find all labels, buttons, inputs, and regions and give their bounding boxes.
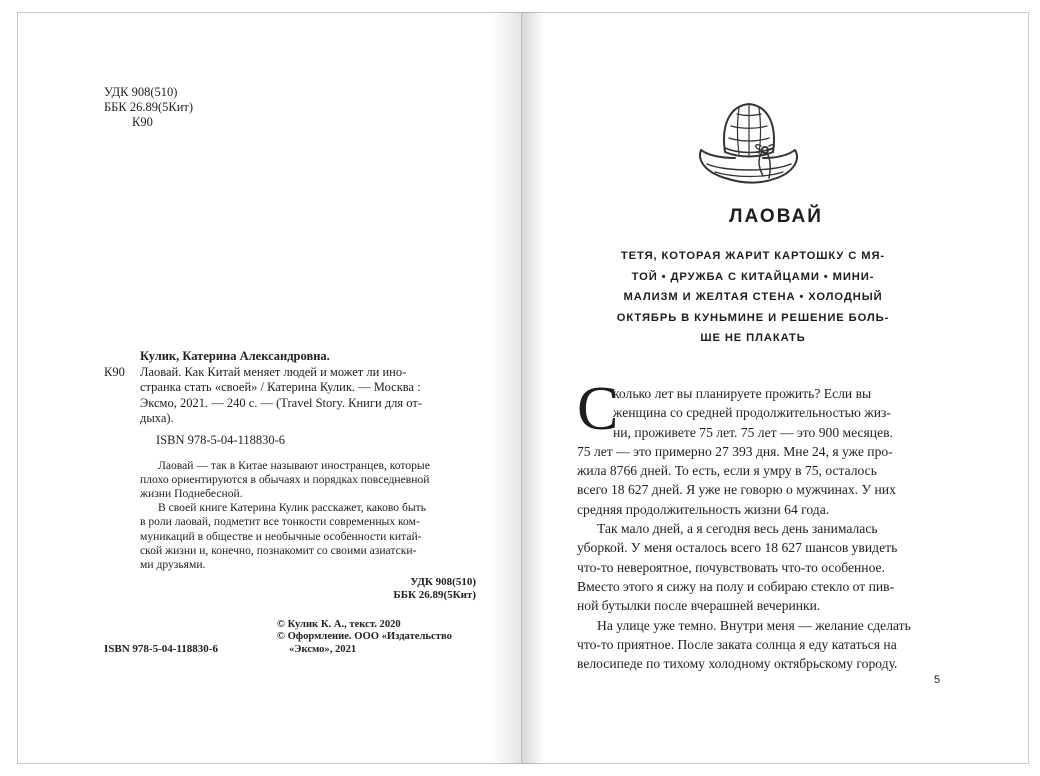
annotation — [104, 459, 476, 573]
body-line: что-то невероятное, почувствовать что-то особенное. — [577, 559, 885, 575]
bbk-code-bottom: ББК 26.89(5Кит) — [393, 588, 476, 601]
entry-line: Эксмо, 2021. — 240 с. — (Travel Story. Книги для от- — [140, 395, 422, 410]
entry-line: Лаовай. Как Китай меняет людей и может ли ино- — [140, 364, 407, 379]
body-line: Так мало дней, а я сегодня весь день занималась — [597, 521, 878, 537]
body-line: 75 лет — это примерно 27 393 дня. Мне 24, я уже про- — [577, 443, 893, 459]
copyright-notice — [277, 619, 452, 656]
annotation-line: В своей книге Катерина Кулик расскажет, каково быть — [158, 501, 427, 515]
body-line: ни, проживете 75 лет. 75 лет — это 900 месяцев. — [613, 424, 893, 440]
body-line: велосипеде по тихому холодному октябрьскому городу. — [577, 656, 898, 672]
isbn-footer: ISBN 978-5-04-118830-6 — [104, 643, 218, 655]
body-line: жила 8766 дней. То есть, если я умру в 75, осталось — [577, 463, 877, 479]
annotation-line: муникаций в обществе и необычные особенности китай- — [140, 529, 422, 543]
body-line: На улице уже темно. Внутри меня — желание сделать — [597, 617, 911, 633]
body-line: уборкой. У меня осталось всего 18 627 шансов увидеть — [577, 540, 898, 556]
gutter-shadow-right — [522, 12, 544, 764]
chapter-subtitle — [612, 246, 894, 349]
annotation-line: Лаовай — так в Китае называют иностранцев, которые — [158, 458, 430, 472]
subtitle-line: МАЛИЗМ И ЖЕЛТАЯ СТЕНА • ХОЛОДНЫЙ — [623, 291, 883, 303]
copyright-line: «Эксмо», 2021 — [289, 643, 357, 655]
author-mark: К90 — [132, 115, 153, 129]
paragraph-opening — [577, 384, 943, 442]
gutter-shadow-left — [490, 12, 522, 764]
annotation-line: ми друзьями. — [140, 557, 206, 571]
annotation-line: ской жизни и, конечно, познакомит со своими азиатски- — [140, 543, 417, 557]
subtitle-line: ОКТЯБРЬ В КУНЬМИНЕ И РЕШЕНИЕ БОЛЬ- — [616, 311, 890, 324]
classification-codes — [104, 576, 476, 601]
bbk-code: ББК 26.89(5Кит) — [104, 100, 194, 114]
udk-header — [104, 85, 193, 130]
paragraph-3 — [577, 616, 943, 674]
sun-hat-icon — [695, 98, 803, 188]
chapter-body — [577, 384, 943, 673]
body-line: ной бутылки после вчерашней вечеринки. — [577, 598, 821, 614]
paragraph-1 — [577, 442, 943, 519]
book-gutter — [521, 12, 522, 764]
catalog-entry — [104, 365, 476, 427]
bibliographic-record — [104, 349, 476, 601]
copyright-line: © Оформление. ООО «Издательство — [277, 631, 452, 643]
entry-line: дыха). — [140, 411, 174, 426]
body-line: что-то приятное. После заката солнца я еду кататься на — [577, 636, 897, 652]
udk-code: УДК 908(510) — [104, 85, 178, 99]
annotation-line: в роли лаовай, подметит все тонкости современных ком- — [140, 515, 420, 529]
isbn-record: ISBN 978-5-04-118830-6 — [156, 432, 286, 447]
chapter-title: ЛАОВАЙ — [729, 206, 823, 227]
udk-code-bottom: УДК 908(510) — [410, 576, 476, 589]
body-line: всего 18 627 дней. Я уже не говорю о мужчинах. У них — [577, 482, 896, 498]
page-number: 5 — [934, 674, 941, 686]
subtitle-line: ТЕТЯ, КОТОРАЯ ЖАРИТ КАРТОШКУ С МЯ- — [620, 250, 886, 262]
author-mark-side: К90 — [104, 364, 125, 379]
chapter-title-row — [0, 206, 1040, 228]
body-line: средняя продолжительность жизни 64 года. — [577, 501, 830, 517]
entry-line: странка стать «своей» / Катерина Кулик. — Москва : — [140, 380, 421, 395]
drop-cap: С — [577, 375, 619, 443]
body-line: Вместо этого я сижу на полу и собираю стекло от пив- — [577, 578, 895, 594]
body-line: женщина со средней продолжительностью жиз- — [613, 405, 891, 421]
subtitle-line: ШЕ НЕ ПЛАКАТЬ — [700, 332, 806, 344]
copyright-line: © Кулик К. А., текст. 2020 — [277, 619, 401, 630]
subtitle-line: ТОЙ • ДРУЖБА С КИТАЙЦАМИ • МИНИ- — [631, 270, 875, 283]
annotation-line: жизни Поднебесной. — [140, 486, 243, 500]
author-name: Кулик, Катерина Александровна. — [140, 349, 330, 363]
annotation-line: плохо ориентируются в обычаях и порядках повседневной — [140, 472, 430, 486]
body-line: колько лет вы планируете прожить? Если вы — [613, 386, 872, 401]
paragraph-2 — [577, 519, 943, 615]
